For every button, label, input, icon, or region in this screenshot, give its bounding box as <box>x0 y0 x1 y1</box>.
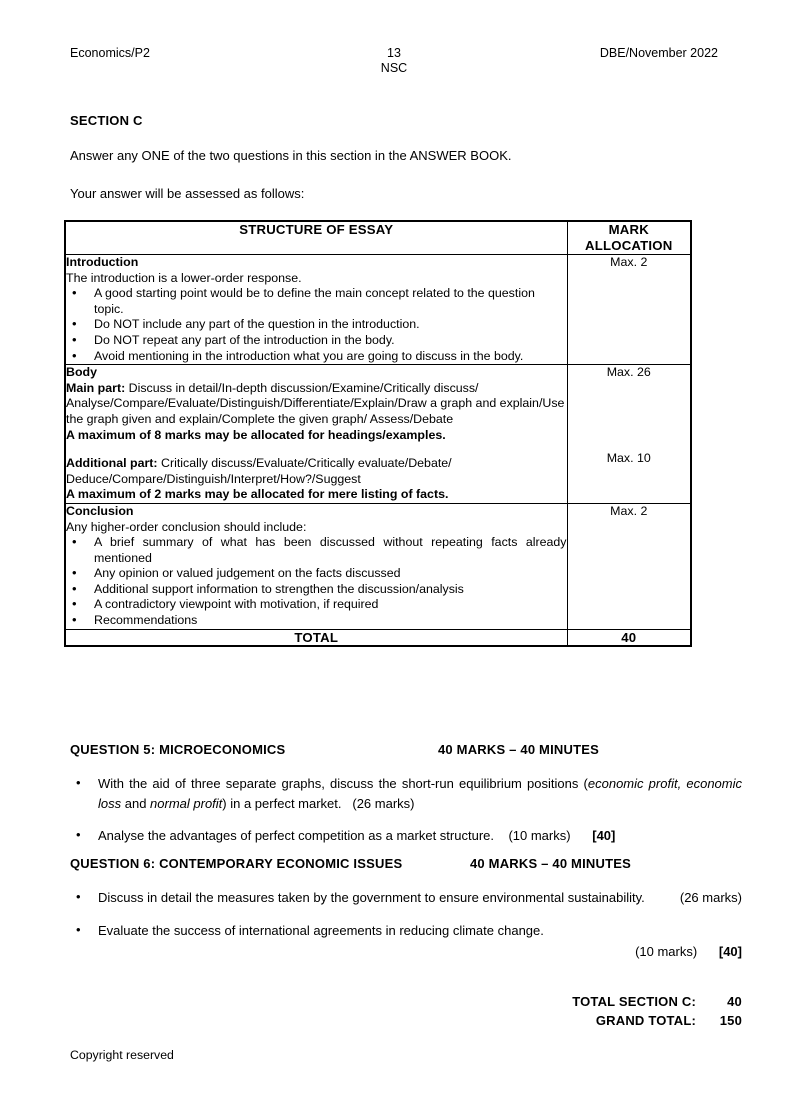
body-mark-main: Max. 26 <box>606 365 651 380</box>
total-section-c-value: 40 <box>727 994 742 1009</box>
body-additional-note: A maximum of 2 marks may be allocated for mere listing of facts. <box>66 487 449 502</box>
list-item: • Additional support information to strengthen the discussion/analysis <box>66 582 567 598</box>
q5-b1-italic-2: normal profit <box>150 795 223 811</box>
q6-b1-text: Discuss in detail the measures taken by the government to ensure environmental sustainability. <box>98 890 645 905</box>
list-item: • Avoid mentioning in the introduction what you are going to discuss in the body. <box>66 349 567 365</box>
total-section-c-row <box>70 992 742 1011</box>
list-item <box>70 826 742 846</box>
body-spacer <box>66 443 567 456</box>
section-instruction-2: Your answer will be assessed as follows: <box>70 186 305 201</box>
header-nsc-label: NSC <box>380 61 408 75</box>
header-subject: Economics/P2 <box>70 46 150 60</box>
body-mark-additional: Max. 10 <box>606 450 651 465</box>
q5-b2-text: Analyse the advantages of perfect competition as a market structure. <box>98 828 494 843</box>
question-5-heading-row <box>70 742 742 760</box>
q5-b1-text-a: With the aid of three separate graphs, discuss the short-run equilibrium positions ( <box>98 776 588 791</box>
introduction-lead: The introduction is a lower-order response. <box>66 270 302 285</box>
list-item: • Do NOT repeat any part of the introduction in the body. <box>66 333 567 349</box>
question-5-block <box>70 742 742 846</box>
body-additional-text: Critically discuss/Evaluate/Critically evaluate/Debate/ Deduce/Compare/Distinguish/Interpret/How?/Suggest <box>66 456 452 486</box>
introduction-mark-cell: Max. 2 <box>567 255 691 365</box>
header-page-number: 13 <box>387 46 401 60</box>
column-header-mark-allocation <box>567 221 691 255</box>
list-item: • A good starting point would be to define the main concept related to the question topic. <box>66 286 567 317</box>
body-main-text: Discuss in detail/In-depth discussion/Examine/Critically discuss/ Analyse/Compare/Evaluate/Distinguish/Differentiate/Explain/Draw a graph and explain/Use the graph given and explain/Complete the given graph/ Assess/Debate <box>66 380 565 426</box>
list-item: • A contradictory viewpoint with motivation, if required <box>66 597 567 613</box>
conclusion-heading: Conclusion <box>66 503 134 518</box>
body-main-note: A maximum of 8 marks may be allocated for headings/examples. <box>66 427 446 442</box>
q6-b2-marks: (10 marks) <box>635 944 698 959</box>
footer-totals <box>70 992 742 1030</box>
essay-structure-table <box>64 220 692 647</box>
list-item: • A brief summary of what has been discussed without repeating facts already mentioned <box>66 535 567 566</box>
page-header <box>70 46 718 80</box>
total-value: 40 <box>567 629 691 646</box>
list-item: • Any opinion or valued judgement on the facts discussed <box>66 566 567 582</box>
list-item <box>70 888 742 908</box>
question-6-title: QUESTION 6: CONTEMPORARY ECONOMIC ISSUES <box>70 856 403 871</box>
mark-header-line-2: ALLOCATION <box>585 238 673 253</box>
table-row-introduction <box>65 255 691 365</box>
table-header-row <box>65 221 691 255</box>
body-main-part <box>66 381 567 428</box>
section-instruction-1: Answer any ONE of the two questions in this section in the ANSWER BOOK. <box>70 148 512 163</box>
conclusion-cell <box>65 503 567 629</box>
introduction-cell <box>65 255 567 365</box>
question-5-marks-time: 40 MARKS – 40 MINUTES <box>438 742 599 757</box>
copyright-notice: Copyright reserved <box>70 1048 174 1062</box>
grand-total-row <box>70 1011 742 1030</box>
q5-b1-italic-1: economic profit, economic loss <box>98 776 743 811</box>
table-row-total <box>65 629 691 646</box>
question-6-bullet-list <box>70 888 742 962</box>
body-cell <box>65 365 567 504</box>
total-label: TOTAL <box>65 629 567 646</box>
column-header-structure: STRUCTURE OF ESSAY <box>65 221 567 255</box>
q5-b1-marks: (26 marks) <box>352 795 415 811</box>
q6-b2-text: Evaluate the success of international agreements in reducing climate change. <box>98 922 544 938</box>
q5-b2-marks: (10 marks) <box>508 828 571 843</box>
q6-b2-marks-row <box>98 942 742 962</box>
introduction-bullet-list <box>66 286 567 364</box>
conclusion-lead: Any higher-order conclusion should include: <box>66 519 307 534</box>
body-mark-cell <box>567 365 691 504</box>
mark-header-line-1: MARK <box>608 222 649 237</box>
q6-b1-marks: (26 marks) <box>679 890 742 905</box>
introduction-heading: Introduction <box>66 255 139 269</box>
total-section-c-label: TOTAL SECTION C: <box>572 994 696 1009</box>
q5-b1-text-b: and <box>121 795 151 811</box>
list-item <box>70 774 742 813</box>
table-row-body <box>65 365 691 504</box>
body-additional-part <box>66 456 567 487</box>
grand-total-value: 150 <box>719 1013 742 1028</box>
list-item: • Recommendations <box>66 613 567 629</box>
body-heading: Body <box>66 365 97 380</box>
question-6-heading-row <box>70 856 742 874</box>
body-main-label: Main part: <box>66 380 126 395</box>
list-item <box>70 921 742 962</box>
conclusion-bullet-list <box>66 535 567 629</box>
body-additional-label: Additional part: <box>66 456 158 471</box>
question-6-marks-time: 40 MARKS – 40 MINUTES <box>470 856 631 871</box>
question-5-bullet-list <box>70 774 742 846</box>
question-6-block <box>70 856 742 962</box>
table-row-conclusion <box>65 503 691 629</box>
question-5-title: QUESTION 5: MICROECONOMICS <box>70 742 286 757</box>
conclusion-mark-cell: Max. 2 <box>567 503 691 629</box>
grand-total-label: GRAND TOTAL: <box>595 1013 696 1028</box>
header-exam-body: DBE/November 2022 <box>599 46 718 60</box>
q5-total: [40] <box>592 828 616 843</box>
section-title: SECTION C <box>70 113 143 128</box>
q6-total: [40] <box>718 944 742 959</box>
q5-b1-text-c: ) in a perfect market. <box>222 795 342 811</box>
list-item: • Do NOT include any part of the question in the introduction. <box>66 317 567 333</box>
